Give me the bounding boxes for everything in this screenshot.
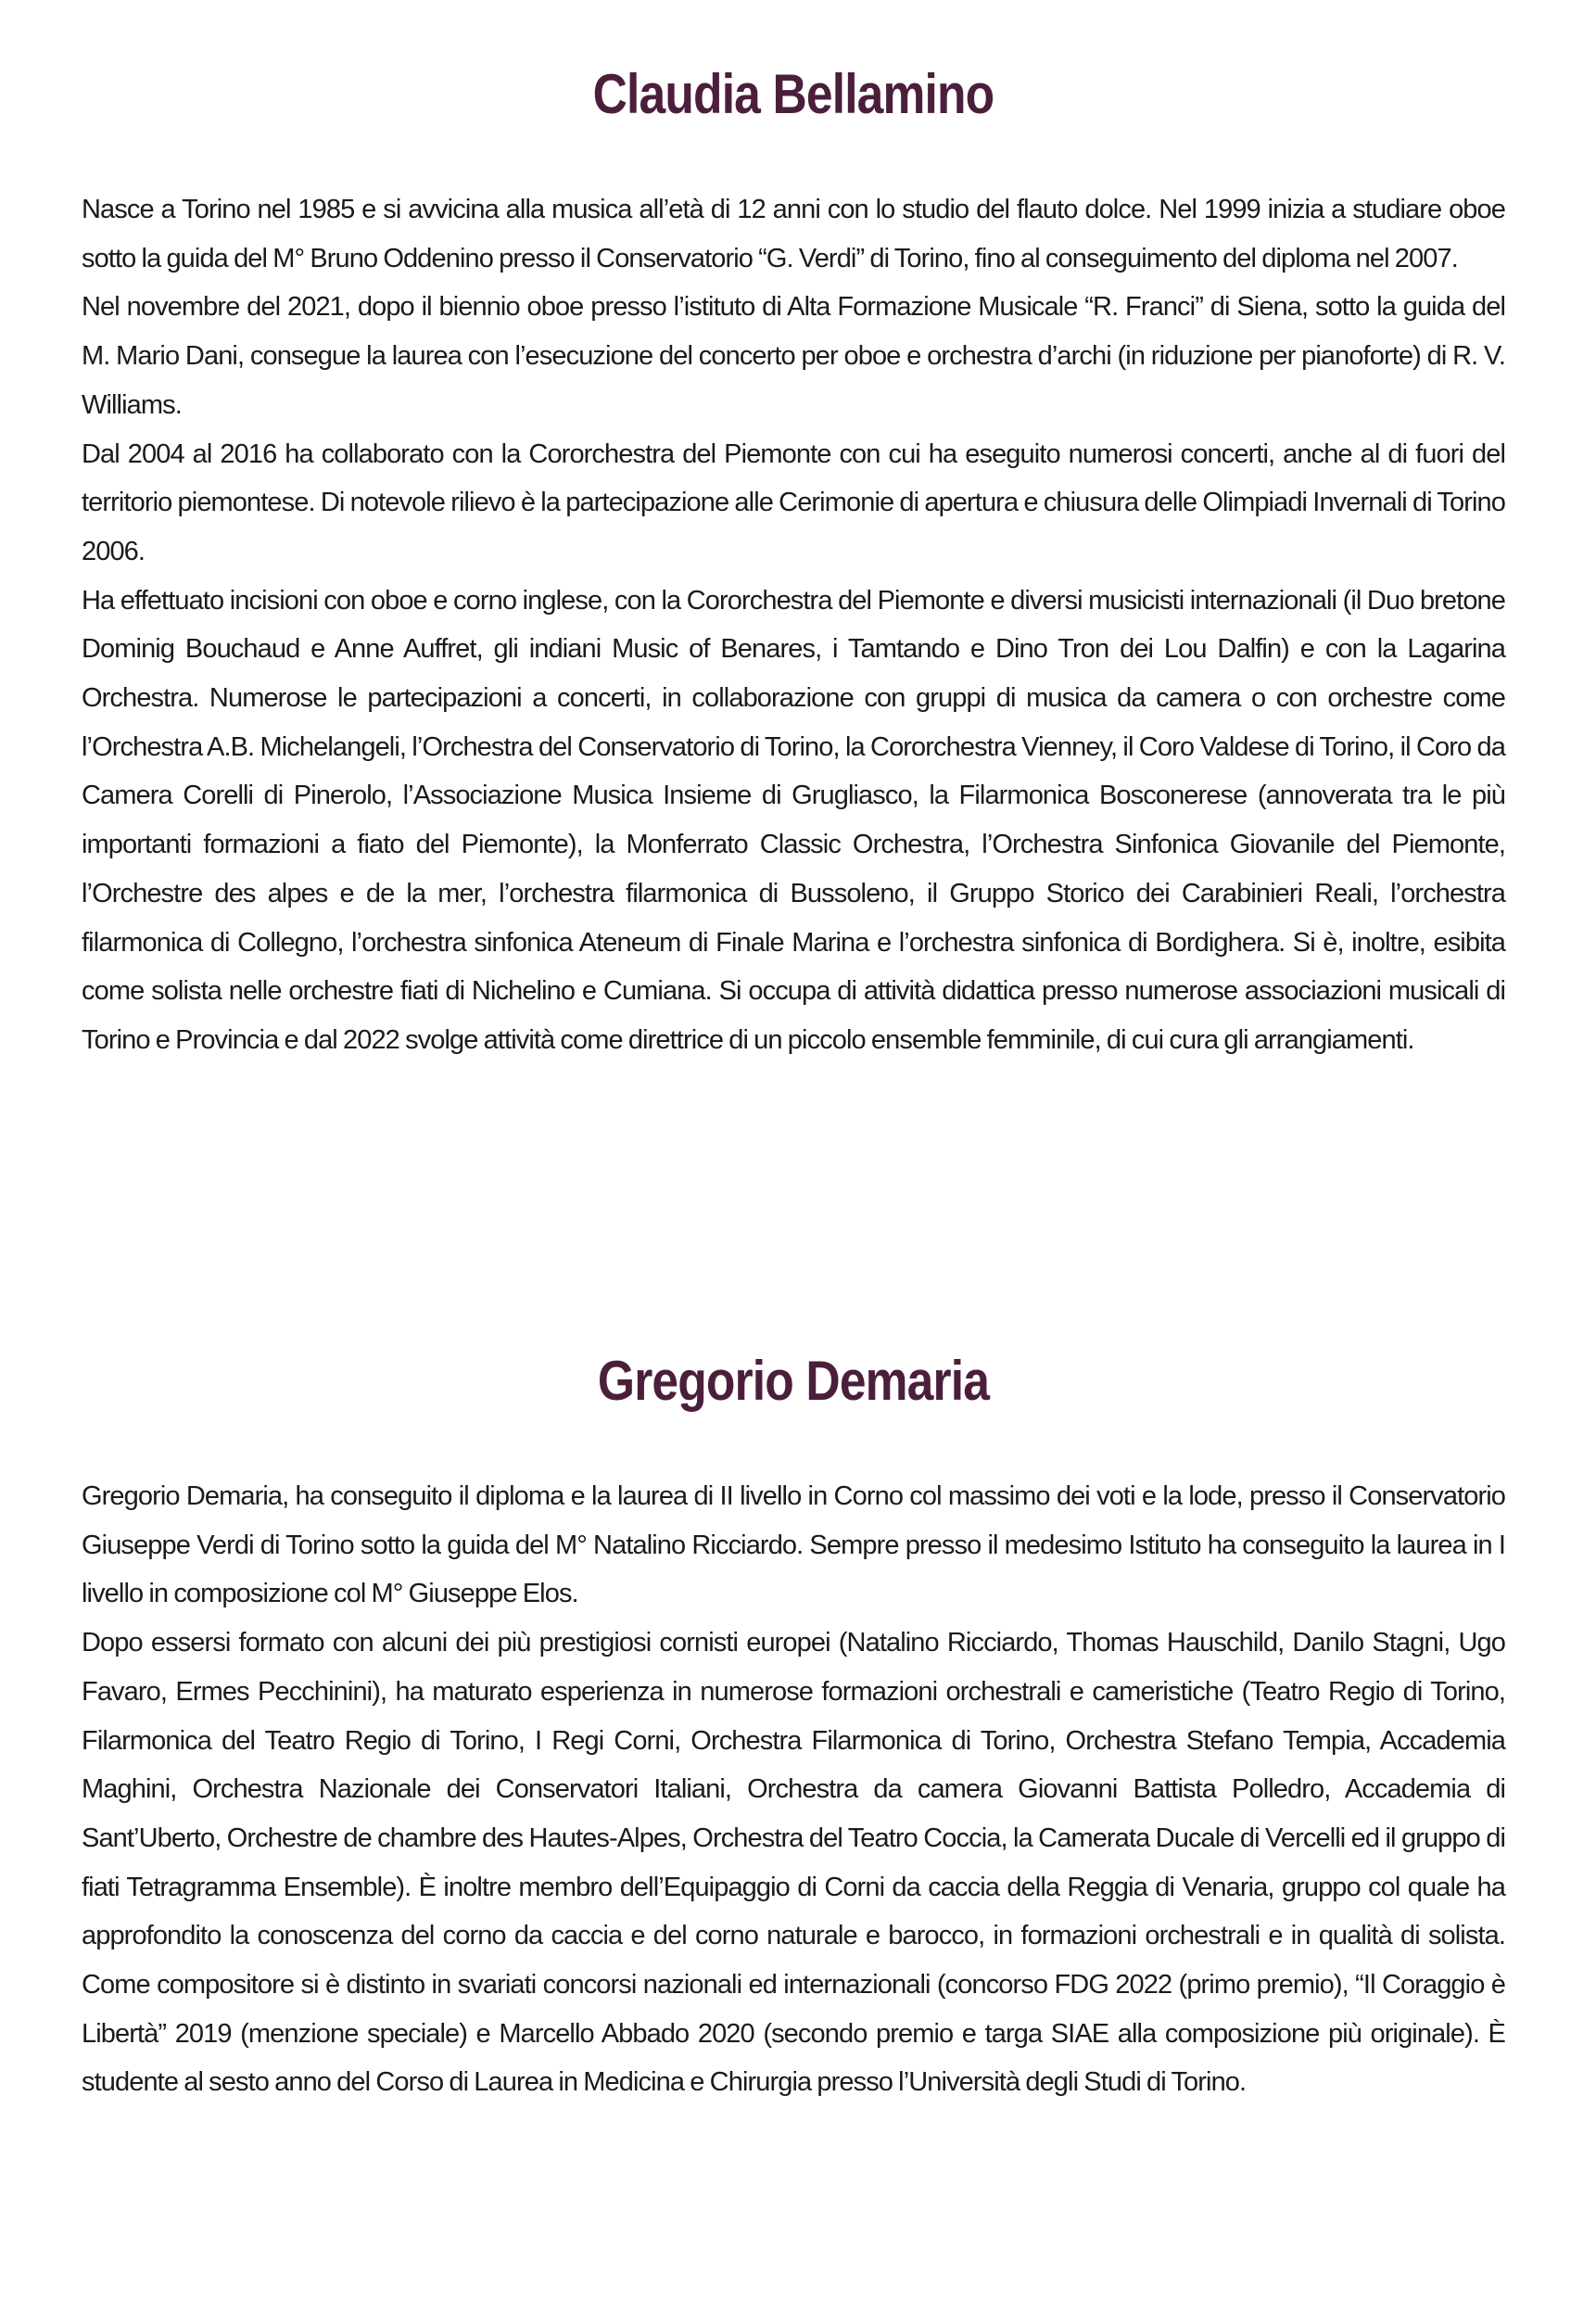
bio-paragraph: Dopo essersi formato con alcuni dei più prestigiosi cornisti europei (Natalino Ricciardo, Thomas Hauschild, Danilo Stagni, Ugo Favaro, Ermes Pecchinini), ha maturato esperienza in numerose formazioni orchestrali e cameristiche (Teatro Regio di Torino, Filarmonica del Teatro Regio di Torino, I Regi Corni, Orchestra Filarmonica di Torino, Orchestra Stefano Tempia, Accademia Maghini, Orchestra Nazionale dei Conservatori Italiani, Orchestra da camera Giovanni Battista Polledro, Accademia di Sant’Uberto, Orchestre de chambre des Hautes-Alpes, Orchestra del Teatro Coccia, la Camerata Ducale di Vercelli ed il gruppo di fiati Tetragramma Ensemble). È inoltre membro dell’Equipaggio di Corni da caccia della Reggia di Venaria, gruppo col quale ha approfondito la conoscenza del corno da caccia e del corno naturale e barocco, in formazioni orchestrali e in qualità di solista. Come compositore si è distinto in svariati concorsi nazionali ed internazionali (concorso FDG 2022 (primo premio), “Il Coraggio è Libertà” 2019 (menzione speciale) e Marcello Abbado 2020 (secondo premio e targa SIAE alla composizione più originale). È studente al sesto anno del Corso di Laurea in Medicina e Chirurgia presso l’Università degli Studi di Torino. [82, 1628, 1505, 2098]
bio-paragraph: Ha effettuato incisioni con oboe e corno inglese, con la Cororchestra del Piemonte e diversi musicisti internazionali (il Duo bretone Dominig Bouchaud e Anne Auffret, gli indiani Music of Benares, i Tamtando e Dino Tron dei Lou Dalfin) e con la Lagarina Orchestra. Numerose le partecipazioni a concerti, in collaborazione con gruppi di musica da camera o con orchestre come l’Orchestra A.B. Michelangeli, l’Orchestra del Conservatorio di Torino, la Cororchestra Vienney, il Coro Valdese di Torino, il Coro da Camera Corelli di Pinerolo, l’Associazione Musica Insieme di Grugliasco, la Filarmonica Bosconerese (annoverata tra le più importanti formazioni a fiato del Piemonte), la Monferrato Classic Orchestra, l’Orchestra Sinfonica Giovanile del Piemonte, l’Orchestre des alpes e de la mer, l’orchestra filarmonica di Bussoleno, il Gruppo Storico dei Carabinieri Reali, l’orchestra filarmonica di Collegno, l’orchestra sinfonica Ateneum di Finale Marina e l’orchestra sinfonica di Bordighera. Si è, inoltre, esibita come solista nelle orchestre fiati di Nichelino e Cumiana. Si occupa di attività didattica presso numerose associazioni musicali di Torino e Provincia e dal 2022 svolge attività come direttrice di un piccolo ensemble femminile, di cui cura gli arrangiamenti. [82, 585, 1505, 1055]
bio-name-heading: Gregorio Demaria [597, 1350, 990, 1412]
bio-body [82, 185, 1505, 1065]
bio-paragraph: Nel novembre del 2021, dopo il biennio oboe presso l’istituto di Alta Formazione Musicale “R. Franci” di Siena, sotto la guida del M. Mario Dani, consegue la laurea con l’esecuzione del concerto per oboe e orchestra d’archi (in riduzione per pianoforte) di R. V. Williams. [82, 292, 1505, 420]
bio-paragraph: Dal 2004 al 2016 ha collaborato con la Cororchestra del Piemonte con cui ha eseguito numerosi concerti, anche al di fuori del territorio piemontese. Di notevole rilievo è la partecipazione alle Cerimonie di apertura e chiusura delle Olimpiadi Invernali di Torino 2006. [82, 438, 1505, 566]
bio-claudia-bellamino [82, 59, 1505, 1065]
bio-name-heading: Claudia Bellamino [592, 63, 994, 125]
bio-paragraph: Nasce a Torino nel 1985 e si avvicina alla musica all’età di 12 anni con lo studio del flauto dolce. Nel 1999 inizia a studiare oboe sotto la guida del M° Bruno Oddenino presso il Conservatorio “G. Verdi” di Torino, fino al conseguimento del diploma nel 2007. [82, 195, 1505, 273]
bio-gregorio-demaria [82, 1346, 1505, 2107]
bio-paragraph: Gregorio Demaria, ha conseguito il diploma e la laurea di II livello in Corno col massimo dei voti e la lode, presso il Conservatorio Giuseppe Verdi di Torino sotto la guida del M° Natalino Ricciardo. Sempre presso il medesimo Istituto ha conseguito la laurea in I livello in composizione col M° Giuseppe Elos. [82, 1481, 1505, 1609]
bio-body [82, 1472, 1505, 2107]
